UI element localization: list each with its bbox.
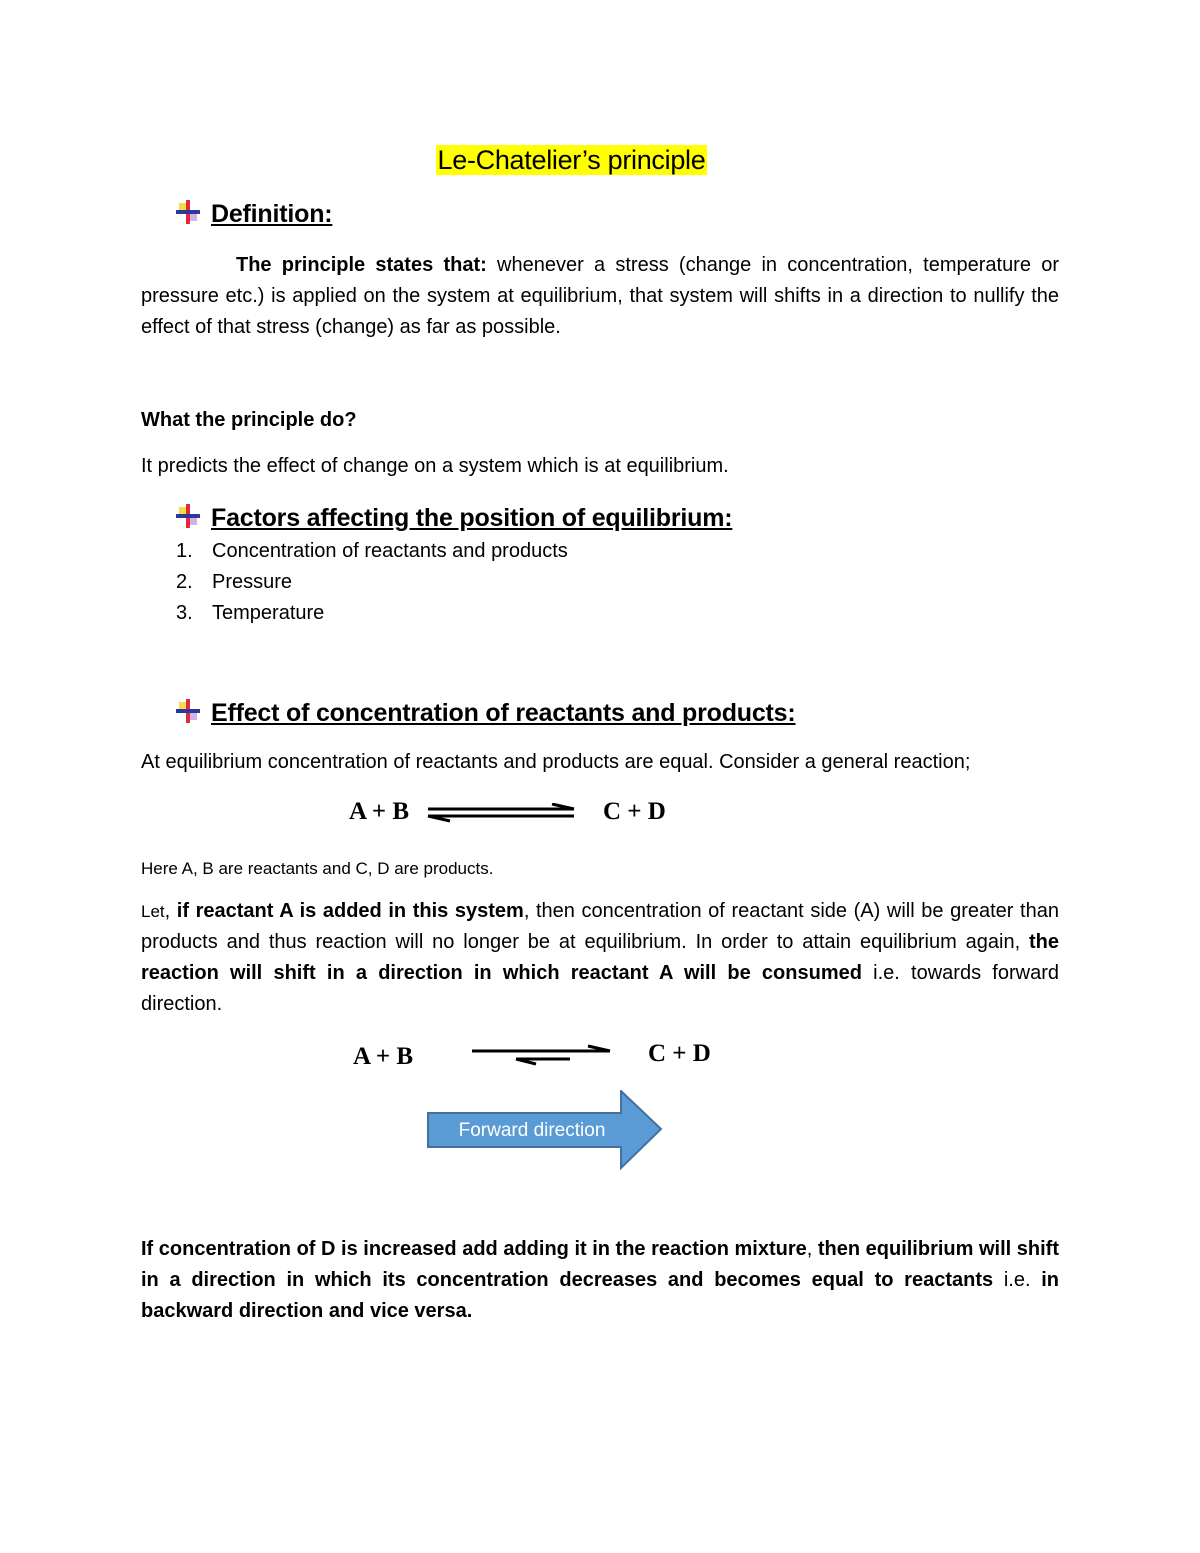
equation-2-reactants: A + B [353,1043,414,1070]
bullet-icon [175,503,201,529]
effect-paragraph-1: Let, if reactant A is added in this system, then concentration of reactant side (A) will be greater than products and thus reaction will no longer be at equilibrium. In order to attain equilibrium again, the reaction will shift in a direction in which reactant A will be consumed i.e. towards forward direction. [141,900,1059,1015]
bullet-icon [175,698,201,724]
list-item: 1. Concentration of reactants and products [176,540,568,562]
equation-2-products: C + D [648,1040,711,1067]
definition-paragraph [141,250,1059,343]
definition-text: whenever a stress (change in concentration, temperature or pressure etc.) is applied on the system at equilibrium, that system will shifts in a direction to nullify the effect of that stress (change) as far as possible. [141,254,1059,338]
effect-intro: At equilibrium concentration of reactants and products are equal. Consider a general reaction; [141,751,971,773]
page-title-text: Le-Chatelier’s principle [437,145,706,175]
definition-heading: Definition: [211,200,333,228]
effect-paragraph-2: If concentration of D is increased add adding it in the reaction mixture, then equilibrium will shift in a direction in which its concentration decreases and becomes equal to reactants i.e. in backward direction and vice versa. [141,1238,1059,1322]
equilibrium-arrow-icon [470,1043,618,1067]
forward-direction-label: Forward direction [458,1120,606,1141]
definition-lead: The principle states that: [236,254,487,276]
equation-1-reactants: A + B [349,798,410,825]
what-answer: It predicts the effect of change on a system which is at equilibrium. [141,455,729,477]
factors-list [176,536,568,629]
effect-heading: Effect of concentration of reactants and products: [211,699,796,727]
equation-1-products: C + D [603,798,666,825]
list-item: 3. Temperature [176,602,325,624]
bullet-icon [175,199,201,225]
reactants-products-note: Here A, B are reactants and C, D are products. [141,859,494,878]
equilibrium-arrow-icon [424,803,578,823]
what-question: What the principle do? [141,409,357,431]
factors-heading: Factors affecting the position of equilibrium: [211,504,733,532]
page-title [0,143,1143,177]
list-item: 2. Pressure [176,571,293,593]
